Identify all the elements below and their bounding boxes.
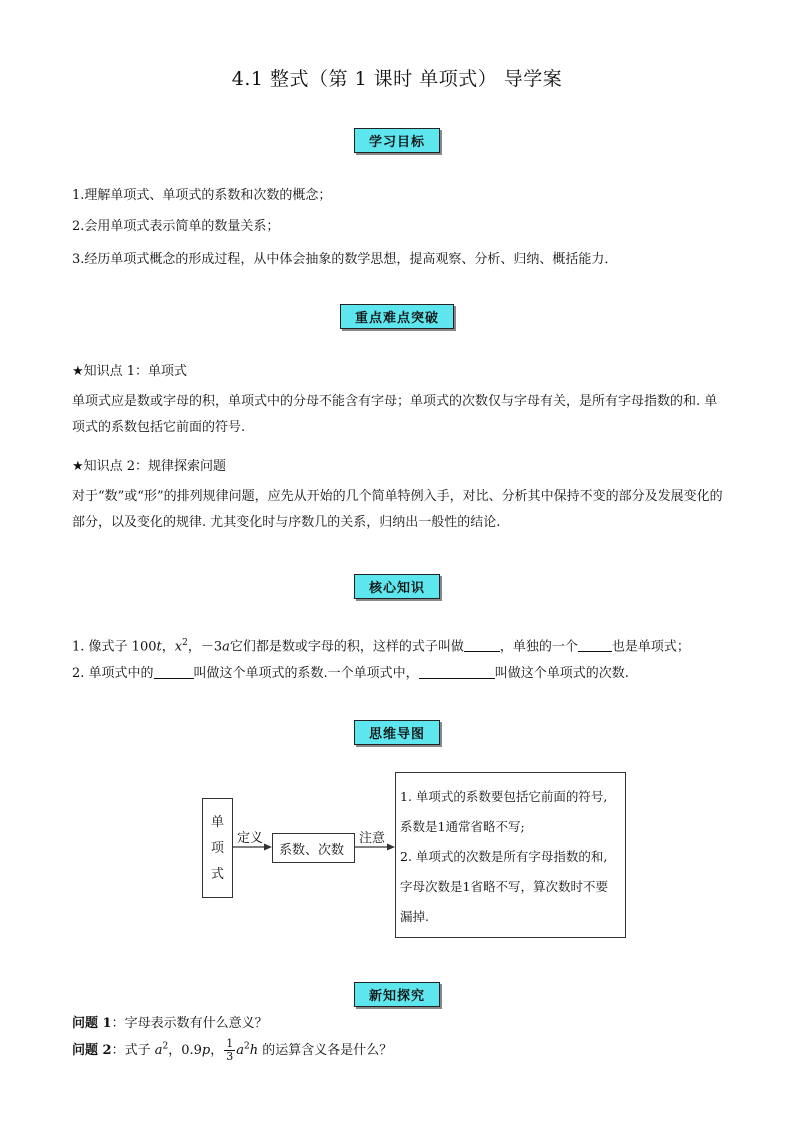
mindmap-note-2: 系数是1通常省略不写;	[400, 819, 525, 834]
math-var: t	[156, 639, 162, 655]
math-var: a	[154, 1043, 163, 1058]
mindmap-root-char: 项	[211, 841, 225, 856]
knowledge-1-title: 知识点 1：单项式	[83, 364, 188, 379]
question-1	[72, 1012, 268, 1031]
mindmap-notes-box	[395, 772, 626, 938]
objective-2: 2.会用单项式表示简单的数量关系；	[72, 219, 280, 234]
mindmap-root-char: 单	[211, 815, 225, 830]
mindmap-root-char: 式	[211, 867, 225, 882]
arrowhead	[387, 844, 395, 851]
mindmap-mid-box	[272, 833, 355, 863]
core-text: ，－3	[187, 639, 223, 655]
question-text: ：字母表示数有什么意义？	[111, 1016, 268, 1031]
section-explore	[0, 982, 794, 1007]
knowledge-2-body: 对于“数”或“形”的排列规律问题，应先从开始的几个简单特例入手，对比、分析其中保持不变的部分及发展变化的部分，以及变化的规律. 尤其变化时与序数几的关系，归纳出一般性的结论.	[72, 489, 723, 530]
math-var: x	[174, 639, 183, 655]
core-text: 也是单项式；	[611, 639, 690, 655]
question-label: 问题 1	[72, 1016, 112, 1031]
question-text: 的运算含义各是什么？	[258, 1043, 393, 1058]
mindmap-edge-attention: 注意	[359, 831, 386, 846]
page-title: 4.1 整式（第 1 课时 单项式） 导学案	[231, 68, 563, 90]
mindmap-edge-definition: 定义	[237, 831, 264, 846]
arrowhead	[264, 844, 272, 851]
section-badge-core: 核心知识	[354, 574, 440, 599]
mindmap-note-1: 1. 单项式的系数要包括它前面的符号,	[400, 789, 608, 804]
core-text: 2. 单项式中的	[72, 666, 154, 681]
core-text: ，单独的一个	[499, 639, 578, 655]
math-exponent: 2	[182, 638, 188, 648]
math-exponent: 2	[244, 1041, 250, 1052]
mindmap-note-3: 2. 单项式的次数是所有字母指数的和,	[400, 849, 608, 864]
core-text: ，	[161, 639, 175, 655]
fraction	[224, 1038, 235, 1063]
mindmap-mid-label: 系数、次数	[279, 843, 345, 858]
core-text: 它们都是数或字母的积，这样的式子叫做	[229, 639, 464, 655]
star-icon: ★	[72, 459, 84, 474]
math-var: p	[201, 1043, 211, 1058]
core-text: 叫做这个单项式的系数.一个单项式中，	[193, 666, 419, 681]
math-var: h	[249, 1043, 259, 1058]
core-text: 1. 像式子 100	[72, 639, 157, 655]
math-exponent: 2	[162, 1041, 169, 1052]
knowledge-2-title: 知识点 2：规律探索问题	[83, 459, 227, 474]
section-badge-key-points: 重点难点突破	[340, 304, 454, 329]
core-text: 叫做这个单项式的次数.	[494, 666, 629, 681]
section-badge-explore: 新知探究	[354, 982, 440, 1007]
question-2	[72, 1038, 392, 1063]
math-var: a	[236, 1043, 245, 1058]
star-icon: ★	[72, 364, 84, 379]
fraction-numerator: 1	[226, 1037, 234, 1050]
mindmap-note-5: 漏掉.	[400, 909, 429, 924]
section-badge-objectives: 学习目标	[354, 128, 440, 153]
math-var: a	[222, 639, 230, 655]
fraction-denominator: 3	[226, 1050, 234, 1063]
objective-1: 1.理解单项式、单项式的系数和次数的概念；	[72, 188, 332, 203]
question-text: ，	[210, 1043, 224, 1058]
objective-3: 3.经历单项式概念的形成过程，从中体会抽象的数学思想，提高观察、分析、归纳、概括能力．	[72, 252, 618, 267]
section-badge-mindmap: 思维导图	[354, 720, 440, 745]
question-text: ：式子	[111, 1043, 155, 1058]
question-label: 问题 2	[72, 1043, 112, 1058]
mindmap-note-4: 字母次数是1省略不写，算次数时不要	[400, 879, 608, 894]
knowledge-1-body: 单项式应是数或字母的积，单项式中的分母不能含有字母；单项式的次数仅与字母有关，是所有字母指数的和. 单项式的系数包括它前面的符号.	[72, 394, 718, 435]
question-text: ，0.9	[168, 1043, 202, 1058]
